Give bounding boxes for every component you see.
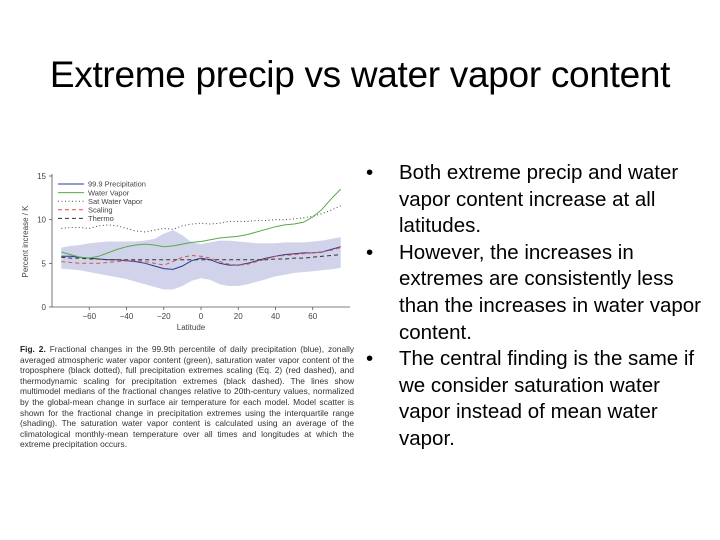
bullet-text: The central finding is the same if we consider saturation water vapor instead of mean water vapor. [399, 347, 695, 450]
x-tick-label: −20 [156, 312, 171, 321]
y-tick-label: 5 [41, 259, 46, 269]
y-axis-label: Percent increase / K [21, 205, 30, 278]
bullet-text: Both extreme precip and water vapor content increase at all latitudes. [399, 161, 679, 238]
bullet-dot-icon: • [366, 240, 374, 264]
bullet-text: However, the increases in extremes are consistently less than the increases in water vapor content. [399, 240, 701, 344]
legend-label: Water Vapor [88, 188, 130, 198]
legend-label: Thermo [88, 214, 114, 224]
figure-caption [20, 344, 354, 450]
y-tick-label: 15 [37, 172, 46, 181]
bullet-dot-icon: • [366, 347, 374, 371]
y-tick-label: 0 [41, 303, 46, 312]
x-tick-label: 20 [233, 312, 243, 321]
x-tick-label: 40 [271, 312, 280, 321]
x-axis-label: Latitude [176, 323, 206, 332]
caption-text: Fractional changes in the 99.9th percentile of daily precipitation (blue), zonally averaged atmospheric water vapor content (green), saturation water vapor content of the troposphere (black dotted), full precipitation extremes scaling (Eq. 2) (red dashed), and thermodynamic scaling for precipitation extremes (black dashed). The lines show multimodel medians of the fractional changes relative to 20th-century values, normalized by the global-mean change in surface air temperature for each model. Model scatter is shown for the fractional change in precipitation extremes using the interquartile range (shading). The saturation water vapor content is calculated using an average of the climatological monthly-mean temperature over all times and longitudes at which the extreme precipitation occurs. [20, 344, 355, 450]
bullet-item [364, 346, 714, 452]
latitude-chart [18, 166, 356, 336]
figure [18, 166, 356, 486]
bullet-list [364, 160, 714, 453]
slide-title: Extreme precip vs water vapor content [49, 54, 671, 95]
legend-label: Sat Water Vapor [88, 196, 143, 206]
x-tick-label: −60 [82, 312, 97, 321]
x-tick-label: −40 [119, 312, 134, 321]
bullet-item [364, 240, 714, 346]
legend-label: 99.9 Precipitation [88, 179, 146, 189]
x-tick-label: 0 [198, 312, 204, 321]
x-tick-label: 60 [308, 312, 318, 321]
y-tick-label: 10 [37, 215, 46, 225]
bullet-item [364, 160, 714, 240]
caption-label: Fig. 2. [20, 344, 46, 354]
bullet-dot-icon: • [366, 161, 374, 184]
legend-label: Scaling [88, 205, 113, 215]
